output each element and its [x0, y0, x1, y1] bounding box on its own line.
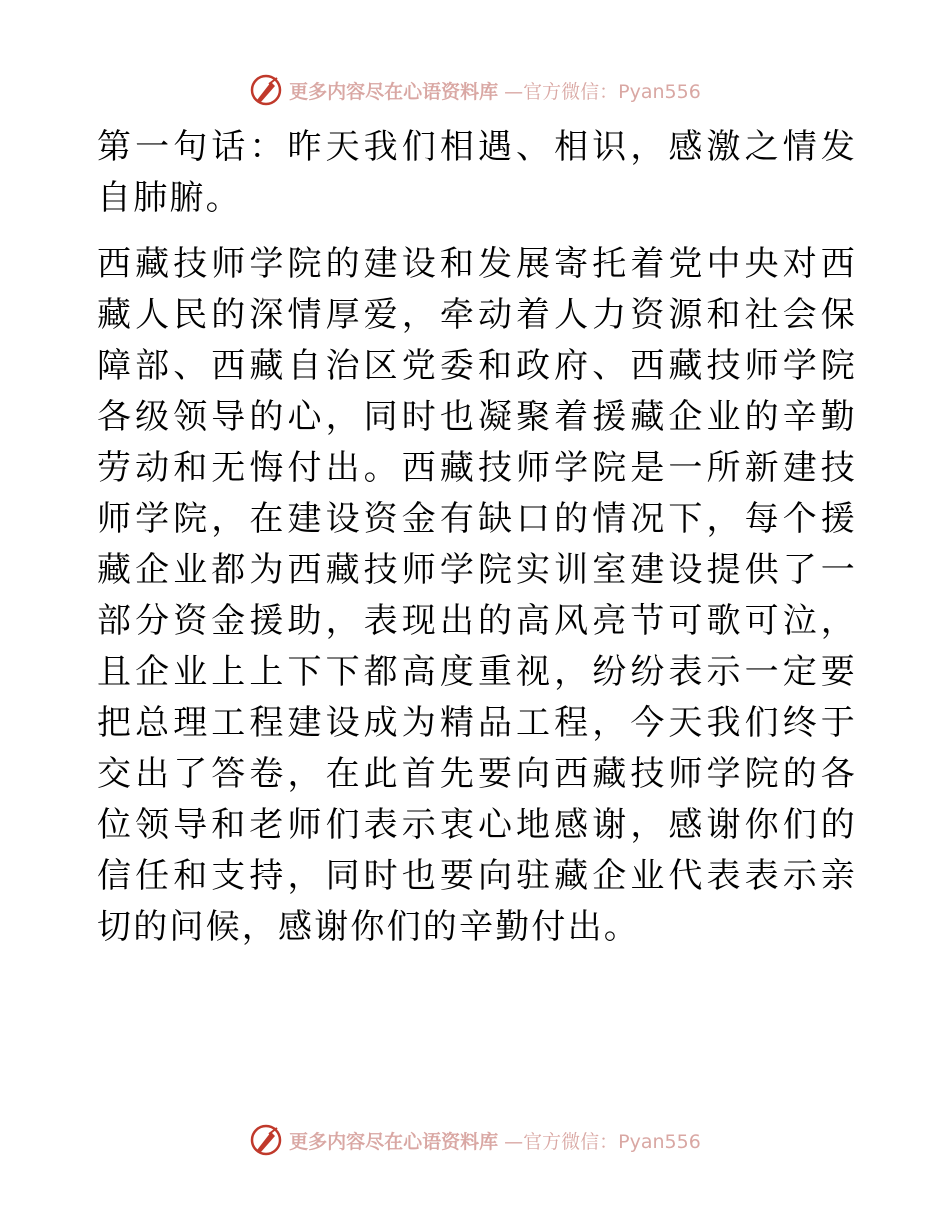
banner-wechat-text: —官方微信：Pyan556	[504, 80, 701, 103]
banner-main-text: 更多内容尽在心语资料库	[289, 80, 499, 103]
paragraph-main: 西藏技师学院的建设和发展寄托着党中央对西藏人民的深情厚爱，牵动着人力资源和社会保障部、西藏自治区党委和政府、西藏技师学院各级领导的心，同时也凝聚着援藏企业的辛勤劳动和无悔付出。西藏技师学院是一所新建技师学院，在建设资金有缺口的情况下，每个援藏企业都为西藏技师学院实训室建设提供了一部分资金援助，表现出的高风亮节可歌可泣，且企业上上下下都高度重视，纷纷表示一定要把总理工程建设成为精品工程，今天我们终于交出了答卷，在此首先要向西藏技师学院的各位领导和老师们表示衷心地感谢，感谢你们的信任和支持，同时也要向驻藏企业代表表示亲切的问候，感谢你们的辛勤付出。	[97, 244, 857, 947]
quill-pen-logo-icon	[249, 73, 283, 107]
footer-banner	[0, 1120, 950, 1160]
banner-main-text: 更多内容尽在心语资料库	[289, 1130, 499, 1153]
banner-wechat-text: —官方微信：Pyan556	[504, 1130, 701, 1153]
header-banner	[0, 70, 950, 110]
paragraph-first-sentence: 第一句话：昨天我们相遇、相识，感激之情发自肺腑。	[97, 127, 857, 218]
quill-pen-logo-icon	[249, 1123, 283, 1157]
document-body	[97, 122, 857, 953]
